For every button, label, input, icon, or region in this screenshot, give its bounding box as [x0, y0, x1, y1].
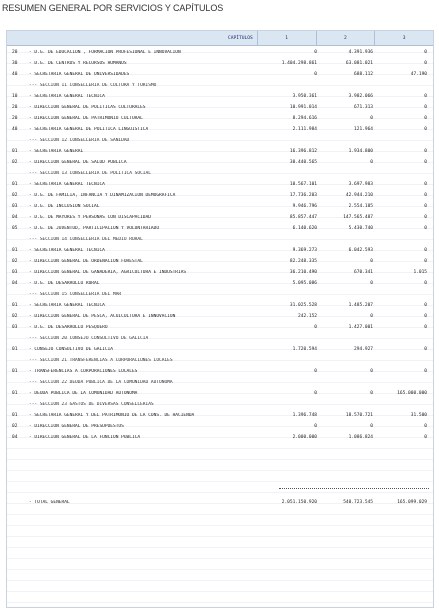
section-row	[7, 234, 433, 245]
row-value-1: 10.567.101	[289, 182, 317, 187]
row-code: 02	[12, 259, 18, 264]
table-row	[7, 212, 433, 223]
header-col-1: 1	[258, 31, 317, 45]
table-row	[7, 157, 433, 168]
row-value-3: 0	[424, 369, 427, 374]
row-description: - DIRECCIÓN GENERAL DE PESCA, ACUICULTURA E INNOVACIÓN	[29, 314, 176, 319]
section-row	[7, 399, 433, 410]
row-code: 10	[12, 94, 18, 99]
row-code: 20	[12, 50, 18, 55]
row-value-3: 0	[424, 259, 427, 264]
row-value-1: 0	[314, 50, 317, 55]
row-value-1: 9.946.796	[292, 204, 317, 209]
table-row	[7, 113, 433, 124]
row-description: - D.G. DE JUVENTUD, PARTICIPACIÓN Y VOLUNTARIADO	[29, 226, 160, 231]
table-row	[7, 201, 433, 212]
row-value-2: 0	[370, 391, 373, 396]
row-code: 01	[12, 182, 18, 187]
row-value-3: 0	[424, 149, 427, 154]
table-body	[7, 47, 433, 443]
row-description: - SECRETARÍA GENERAL DE UNIVERSIDADES	[29, 72, 130, 77]
row-value-3: 0	[424, 116, 427, 121]
row-value-2: 1.934.800	[348, 149, 373, 154]
table-row	[7, 421, 433, 432]
row-value-2: 0	[370, 424, 373, 429]
total-label: - TOTAL GENERAL	[29, 500, 70, 505]
report-table	[6, 30, 434, 608]
row-value-3: 165.000.000	[397, 391, 427, 396]
table-row	[7, 69, 433, 80]
row-value-1: 6.140.620	[292, 226, 317, 231]
row-value-2: 1.485.207	[348, 303, 373, 308]
row-value-3: 0	[424, 281, 427, 286]
row-description: --- SECCION 13 CONSELLERÍA DE POLÍTICA SOCIAL	[29, 171, 151, 176]
row-value-1: 0	[314, 325, 317, 330]
table-row	[7, 190, 433, 201]
row-value-2: 121.964	[354, 127, 373, 132]
row-value-2: 3.982.066	[348, 94, 373, 99]
row-value-2: 18.570.721	[345, 413, 373, 418]
row-value-1: 5.095.086	[292, 281, 317, 286]
row-value-1: 2.111.984	[292, 127, 317, 132]
total-separator	[279, 488, 429, 492]
row-value-1: 1.396.748	[292, 413, 317, 418]
table-row	[7, 58, 433, 69]
row-code: 30	[12, 61, 18, 66]
row-description: - DIRECCIÓN GENERAL DE ORDENACIÓN FORESTAL	[29, 259, 143, 264]
row-value-3: 0	[424, 182, 427, 187]
row-code: 20	[12, 116, 18, 121]
row-value-2: 63.081.021	[345, 61, 373, 66]
row-value-2: 670.341	[354, 270, 373, 275]
table-row	[7, 223, 433, 234]
row-description: - DIRECCIÓN GENERAL DE PRESUPUESTOS	[29, 424, 124, 429]
section-row	[7, 377, 433, 388]
header-col-3: 3	[402, 35, 406, 41]
row-description: --- SECCION 11 CONSELLERÍA DE CULTURA Y TURISMO	[29, 83, 157, 88]
table-row	[7, 256, 433, 267]
row-value-1: 3.950.361	[292, 94, 317, 99]
row-value-2: 4.391.936	[348, 50, 373, 55]
section-row	[7, 168, 433, 179]
row-code: 40	[12, 72, 18, 77]
row-description: - DIRECCIÓN GENERAL DE SALUD PÚBLICA	[29, 160, 127, 165]
table-row	[7, 179, 433, 190]
table-row	[7, 322, 433, 333]
row-description: - DIRECCIÓN GENERAL DE LA FUNCIÓN PÚBLICA	[29, 435, 141, 440]
row-description: - D.G. DE MAYORES Y PERSONAS CON DISCAPACIDAD	[29, 215, 151, 220]
row-description: - D.G. DE DESARROLLO RURAL	[29, 281, 100, 286]
row-value-2: 0	[370, 314, 373, 319]
row-value-1: 16.396.812	[289, 149, 317, 154]
table-row	[7, 146, 433, 157]
row-value-3: 0	[424, 61, 427, 66]
table-row	[7, 311, 433, 322]
row-value-1: 0	[314, 424, 317, 429]
row-value-2: 6.042.593	[348, 248, 373, 253]
row-code: 02	[12, 160, 18, 165]
table-row	[7, 91, 433, 102]
row-description: --- SECCION 23 GASTOS DE DIVERSAS CONSELLERÍAS	[29, 402, 154, 407]
row-value-3: 0	[424, 226, 427, 231]
section-row	[7, 333, 433, 344]
row-code: 02	[12, 424, 18, 429]
table-row	[7, 366, 433, 377]
row-code: 04	[12, 435, 18, 440]
table-row	[7, 245, 433, 256]
row-description: - SECRETARÍA GENERAL DE POLÍTICA LINGÜÍSTICA	[29, 127, 149, 132]
row-value-3: 1.015	[413, 270, 427, 275]
row-code: 02	[12, 314, 18, 319]
table-header	[7, 31, 433, 46]
row-code: 01	[12, 413, 18, 418]
row-code: 01	[12, 369, 18, 374]
row-value-1: 0	[314, 72, 317, 77]
row-description: - DIRECCIÓN GENERAL DE POLÍTICAS CULTURALES	[29, 105, 146, 110]
row-value-2: 3.697.983	[348, 182, 373, 187]
row-code: 02	[12, 193, 18, 198]
row-code: 40	[12, 127, 18, 132]
row-description: - D.G. DE DESARROLLO PESQUERO	[29, 325, 108, 330]
row-value-2: 5.430.740	[348, 226, 373, 231]
row-value-3: 0	[424, 248, 427, 253]
total-v2: 540.723.545	[343, 500, 373, 505]
section-row	[7, 289, 433, 300]
row-value-2: 0	[370, 259, 373, 264]
row-description: - SECRETARÍA GENERAL TÉCNICA	[29, 248, 105, 253]
row-value-3: 0	[424, 193, 427, 198]
row-value-3: 0	[424, 325, 427, 330]
row-value-1: 0	[314, 391, 317, 396]
row-code: 05	[12, 226, 18, 231]
total-row	[7, 497, 433, 508]
row-code: 01	[12, 149, 18, 154]
table-row	[7, 432, 433, 443]
row-description: --- SECCION 15 CONSELLERÍA DEL MAR	[29, 292, 122, 297]
section-row	[7, 355, 433, 366]
row-value-3: 0	[424, 105, 427, 110]
table-row	[7, 47, 433, 58]
row-description: - SECRETARÍA GENERAL Y DEL PATRIMONIO DE LA CONS. DE HACIENDA	[29, 413, 195, 418]
row-description: - SECRETARÍA GENERAL TÉCNICA	[29, 94, 105, 99]
table-row	[7, 102, 433, 113]
row-value-3: 0	[424, 347, 427, 352]
row-description: - D.G. DE CENTROS Y RECURSOS HUMANOS	[29, 61, 127, 66]
row-value-1: 82.248.335	[289, 259, 317, 264]
row-value-1: 1.720.594	[292, 347, 317, 352]
total-row-wrap	[7, 497, 433, 508]
row-value-3: 47.190	[410, 72, 427, 77]
table-row	[7, 388, 433, 399]
row-value-1: 9.369.273	[292, 248, 317, 253]
row-value-3: 0	[424, 435, 427, 440]
row-value-3: 0	[424, 204, 427, 209]
row-code: 04	[12, 215, 18, 220]
total-v3: 165.099.029	[397, 500, 427, 505]
row-value-2: 294.927	[354, 347, 373, 352]
section-row	[7, 135, 433, 146]
row-description: - DIRECCIÓN GENERAL DE GANADERÍA, AGRICULTURA E INDUSTRIAS	[29, 270, 187, 275]
row-code: 03	[12, 270, 18, 275]
row-value-1: 2.000.000	[292, 435, 317, 440]
row-value-1: 31.025.528	[289, 303, 317, 308]
row-value-2: 0	[370, 116, 373, 121]
table-row	[7, 300, 433, 311]
row-value-3: 0	[424, 94, 427, 99]
row-description: - SECRETARÍA GENERAL	[29, 149, 84, 154]
row-value-1: 85.857.447	[289, 215, 317, 220]
table-row	[7, 278, 433, 289]
row-value-1: 0	[314, 369, 317, 374]
row-description: - SECRETARÍA GENERAL TÉCNICA	[29, 303, 105, 308]
row-description: --- SECCION 21 TRANSFERENCIAS A CORPORACIONES LOCALES	[29, 358, 173, 363]
row-description: - SECRETARÍA GENERAL TÉCNICA	[29, 182, 105, 187]
row-value-1: 242.152	[298, 314, 317, 319]
row-value-2: 0	[370, 281, 373, 286]
row-value-3: 0	[424, 215, 427, 220]
total-v1: 2.051.150.920	[281, 500, 317, 505]
row-value-1: 10.991.014	[289, 105, 317, 110]
row-code: 01	[12, 347, 18, 352]
row-value-1: 17.736.203	[289, 193, 317, 198]
row-description: - D.G. DE FAMILIA, INFANCIA Y DINAMIZACIÓN DEMOGRÁFICA	[29, 193, 176, 198]
row-code: 03	[12, 204, 18, 209]
table-row	[7, 344, 433, 355]
row-value-3: 0	[424, 127, 427, 132]
table-row	[7, 267, 433, 278]
row-code: 01	[12, 303, 18, 308]
row-code: 01	[12, 391, 18, 396]
row-description: - CONSEJO CONSULTIVO DE GALICIA	[29, 347, 113, 352]
section-row	[7, 80, 433, 91]
page-title: RESUMEN GENERAL POR SERVICIOS Y CAPÍTULOS	[2, 3, 224, 13]
row-description: - D.G. DE EDUCACIÓN , FORMACIÓN PROFESIONAL E INNOVACIÓN	[29, 50, 181, 55]
row-description: - DEUDA PÚBLICA DE LA COMUNIDAD AUTÓNOMA	[29, 391, 138, 396]
table-row	[7, 410, 433, 421]
row-description: --- SECCION 14 CONSELLERÍA DEL MEDIO RURAL	[29, 237, 143, 242]
row-value-2: 671.313	[354, 105, 373, 110]
row-description: - TRANSFERENCIAS A CORPORACIONES LOCALES	[29, 369, 138, 374]
row-code: 04	[12, 281, 18, 286]
row-value-2: 1.086.824	[348, 435, 373, 440]
row-description: --- SECCION 20 CONSEJO CONSULTIVO DE GALICIA	[29, 336, 149, 341]
row-description: --- SECCION 22 DEUDA PÚBLICA DE LA COMUNIDAD AUTÓNOMA	[29, 380, 173, 385]
row-value-3: 0	[424, 50, 427, 55]
header-capitulos: CAPÍTULOS	[7, 31, 258, 45]
row-value-1: 8.294.616	[292, 116, 317, 121]
row-code: 20	[12, 105, 18, 110]
row-value-2: 688.112	[354, 72, 373, 77]
row-value-3: 0	[424, 303, 427, 308]
row-value-2: 0	[370, 369, 373, 374]
row-description: - DIRECCIÓN GENERAL DE PATRIMONIO CULTURAL	[29, 116, 143, 121]
row-description: - D.G. DE INCLUSIÓN SOCIAL	[29, 204, 100, 209]
row-value-3: 31.500	[410, 413, 427, 418]
table-row	[7, 124, 433, 135]
row-value-2: 0	[370, 160, 373, 165]
row-value-3: 0	[424, 160, 427, 165]
header-col-2: 2	[317, 31, 376, 45]
row-value-2: 42.944.210	[345, 193, 373, 198]
row-value-3: 0	[424, 424, 427, 429]
row-code: 01	[12, 248, 18, 253]
row-description: --- SECCION 12 CONSELLERÍA DE SANIDAD	[29, 138, 130, 143]
row-value-2: 147.565.487	[343, 215, 373, 220]
row-code: 03	[12, 325, 18, 330]
row-value-3: 0	[424, 314, 427, 319]
row-value-1: 1.404.298.861	[281, 61, 317, 66]
row-value-1: 30.440.565	[289, 160, 317, 165]
row-value-1: 36.210.490	[289, 270, 317, 275]
row-value-2: 1.427.001	[348, 325, 373, 330]
row-value-2: 2.554.185	[348, 204, 373, 209]
